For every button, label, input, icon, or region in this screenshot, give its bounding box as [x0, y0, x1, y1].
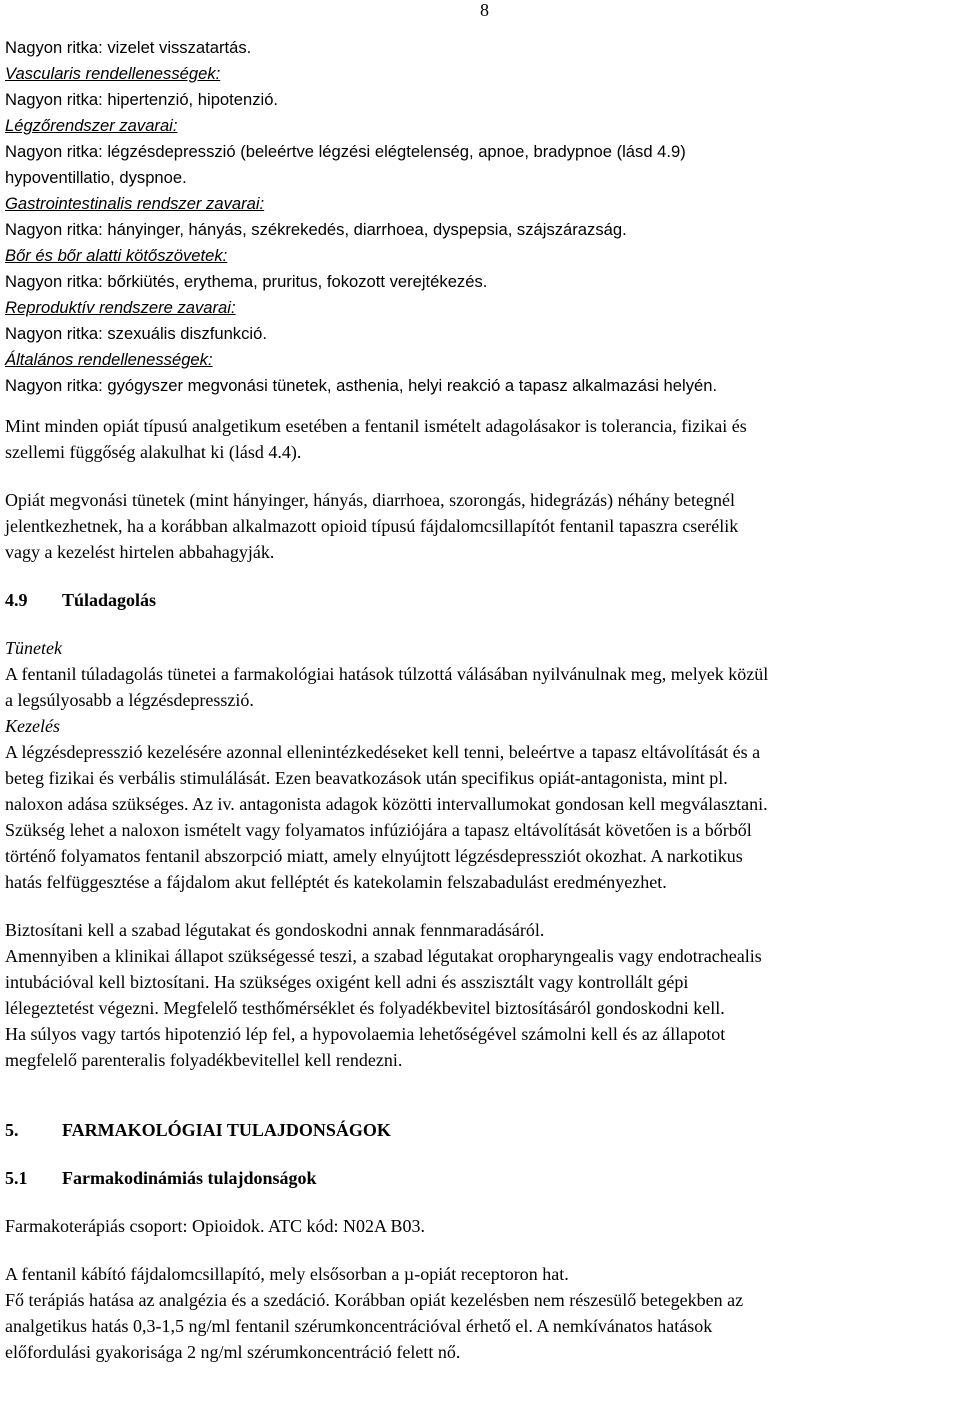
text-line: megfelelő parenteralis folyadékbevitellel kell rendezni. — [5, 1050, 403, 1070]
text-line: Mint minden opiát típusú analgetikum esetében a fentanil ismételt adagolásakor is tolerancia, fizikai és — [5, 416, 747, 436]
document-body — [5, 35, 960, 1365]
text-line: A légzésdepresszió kezelésére azonnal ellenintézkedéseket kell tenni, beleértve a tapasz eltávolítását és a — [5, 742, 761, 762]
section-number: 5. — [5, 1120, 19, 1140]
category-heading-respiratory: Légzőrendszer zavarai: — [5, 116, 178, 135]
text-line: Szükség lehet a naloxon ismételt vagy folyamatos infúziójára a tapasz eltávolítását követően is a bőrből — [5, 820, 752, 840]
section-heading-5-1 — [5, 1165, 960, 1191]
text-line: Biztosítani kell a szabad légutakat és gondoskodni annak fennmaradásáról. — [5, 920, 545, 940]
text-line: beteg fizikai és verbális stimulálását. Ezen beavatkozások után specifikus opiát-antagonista, mint pl. — [5, 768, 728, 788]
category-heading-gastrointestinal: Gastrointestinalis rendszer zavarai: — [5, 194, 265, 213]
text-line: Nagyon ritka: hipertenzió, hipotenzió. — [5, 90, 279, 109]
section-title: Farmakodinámiás tulajdonságok — [62, 1168, 317, 1188]
subheading-symptoms: Tünetek — [5, 638, 62, 658]
section-number: 5.1 — [5, 1168, 28, 1188]
text-line: Nagyon ritka: gyógyszer megvonási tünetek, asthenia, helyi reakció a tapasz alkalmazási helyén. — [5, 376, 718, 395]
pharmacodynamics-paragraph — [5, 1261, 960, 1365]
text-line: Nagyon ritka: légzésdepresszió (beleértve légzési elégtelenség, apnoe, bradypnoe (lásd 4.9) — [5, 142, 686, 161]
text-line: Nagyon ritka: hányinger, hányás, székrekedés, diarrhoea, dyspepsia, szájszárazság. — [5, 220, 627, 239]
text-line: történő folyamatos fentanil abszorpció miatt, amely elnyújtott légzésdepressziót okozhat. A narkotikus — [5, 846, 743, 866]
text-line: a legsúlyosabb a légzésdepresszió. — [5, 690, 254, 710]
paragraph-withdrawal — [5, 487, 960, 565]
text-line: intubációval kell biztosítani. Ha szükséges oxigént kell adni és asszisztált vagy kontrollált gépi — [5, 972, 689, 992]
text-line: Opiát megvonási tünetek (mint hányinger, hányás, diarrhoea, szorongás, hidegrázás) néhány betegnél — [5, 490, 736, 510]
section-title: FARMAKOLÓGIAI TULAJDONSÁGOK — [62, 1120, 391, 1140]
text-line: Fő terápiás hatása az analgézia és a szedáció. Korábban opiát kezelésben nem részesülő betegekben az — [5, 1290, 744, 1310]
subheading-treatment: Kezelés — [5, 716, 60, 736]
text-line: lélegeztetést végezni. Megfelelő testhőmérséklet és folyadékbevitel biztosításáról gondoskodni kell. — [5, 998, 725, 1018]
category-heading-reproductive: Reproduktív rendszere zavarai: — [5, 298, 236, 317]
adverse-reactions-list — [5, 35, 960, 399]
symptoms-block — [5, 635, 960, 713]
text-line: Nagyon ritka: vizelet visszatartás. — [5, 38, 252, 57]
text-line: Nagyon ritka: szexuális diszfunkció. — [5, 324, 267, 343]
page-number: 8 — [480, 0, 489, 20]
atc-line: Farmakoterápiás csoport: Opioidok. ATC kód: N02A B03. — [5, 1216, 425, 1236]
text-line: szellemi függőség alakulhat ki (lásd 4.4). — [5, 442, 302, 462]
section-heading-4-9 — [5, 587, 960, 613]
text-line: Nagyon ritka: bőrkiütés, erythema, pruritus, fokozott verejtékezés. — [5, 272, 488, 291]
category-heading-skin: Bőr és bőr alatti kötőszövetek: — [5, 246, 228, 265]
text-line: hypoventillatio, dyspnoe. — [5, 168, 187, 187]
text-line: analgetikus hatás 0,3-1,5 ng/ml fentanil szérumkoncentrációval érhető el. A nemkívánatos hatások — [5, 1316, 713, 1336]
category-heading-general: Általános rendellenességek: — [5, 350, 213, 369]
text-line: hatás felfüggesztése a fájdalom akut felléptét és katekolamin felszabadulást eredményezhet. — [5, 872, 667, 892]
text-line: naloxon adása szükséges. Az iv. antagonista adagok közötti intervallumokat gondosan kell megválasztani. — [5, 794, 768, 814]
text-line: jelentkezhetnek, ha a korábban alkalmazott opioid típusú fájdalomcsillapítót fentanil tapaszra cserélik — [5, 516, 739, 536]
section-number: 4.9 — [5, 590, 28, 610]
section-title: Túladagolás — [62, 590, 157, 610]
airway-block — [5, 917, 960, 1073]
text-line: vagy a kezelést hirtelen abbahagyják. — [5, 542, 275, 562]
text-line: Amennyiben a klinikai állapot szükségessé teszi, a szabad légutakat oropharyngealis vagy endotrachealis — [5, 946, 762, 966]
treatment-block — [5, 713, 960, 895]
section-heading-5 — [5, 1117, 960, 1143]
text-line: A fentanil túladagolás tünetei a farmakológiai hatások túlzottá válásában nyilvánulnak meg, melyek közül — [5, 664, 769, 684]
category-heading-vascular: Vascularis rendellenességek: — [5, 64, 221, 83]
text-line: előfordulási gyakorisága 2 ng/ml szérumkoncentráció felett nő. — [5, 1342, 461, 1362]
text-line: Ha súlyos vagy tartós hipotenzió lép fel, a hypovolaemia lehetőségével számolni kell és az állapotot — [5, 1024, 726, 1044]
text-line: A fentanil kábító fájdalomcsillapító, mely elsősorban a µ-opiát receptoron hat. — [5, 1264, 569, 1284]
paragraph-tolerance — [5, 413, 960, 465]
